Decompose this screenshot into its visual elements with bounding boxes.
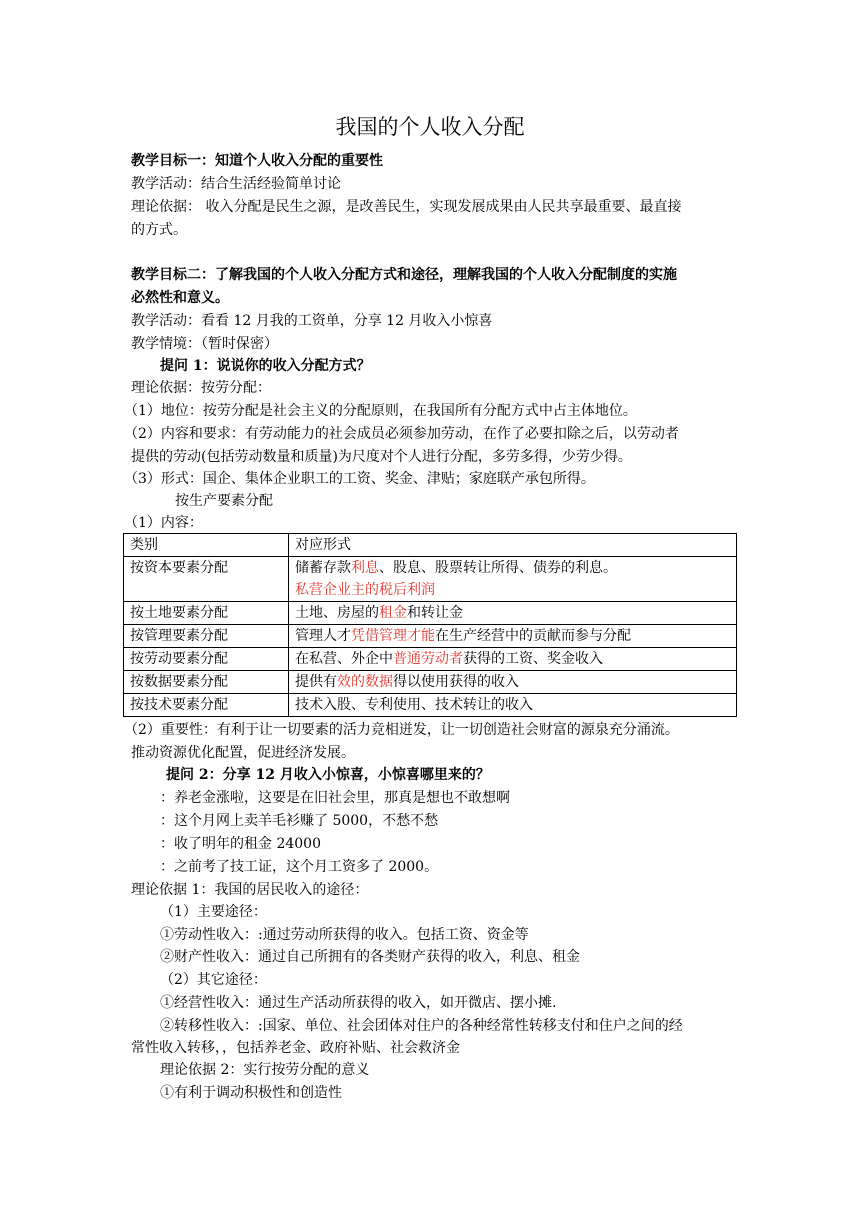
other-ways: （2）其它途径： bbox=[160, 972, 267, 988]
surprise-3: ：收了明年的租金 24000 bbox=[160, 836, 321, 852]
content-label: （1）内容： bbox=[124, 515, 203, 531]
cell-text: 得以使用获得的收入 bbox=[393, 674, 519, 690]
cell-text: 、股息、股票转让所得、债券的利息。 bbox=[379, 560, 617, 576]
highlight-text: 凭借管理才能 bbox=[351, 628, 435, 644]
basis-1: 理论依据 1：我国的居民收入的途径： bbox=[131, 882, 369, 898]
goal2-heading-line1: 教学目标二：了解我国的个人收入分配方式和途径，理解我国的个人收入分配制度的实施 bbox=[131, 267, 677, 283]
table-row bbox=[124, 671, 737, 694]
highlight-text: 效的数据 bbox=[337, 674, 393, 690]
table-cell-form bbox=[289, 557, 737, 602]
table-cell-category: 按土地要素分配 bbox=[124, 602, 289, 625]
goal2-heading-line2: 必然性和意义。 bbox=[131, 290, 229, 306]
other-way-2-line1: ②转移性收入：:国家、单位、社会团体对住户的各种经常性转移支付和住户之间的经 bbox=[160, 1018, 683, 1034]
table-cell-form: 技术入股、专利使用、技术转让的收入 bbox=[289, 694, 737, 717]
main-way-1: ①劳动性收入：:通过劳动所获得的收入。包括工资、资金等 bbox=[160, 927, 529, 943]
table-row bbox=[124, 602, 737, 625]
table-row bbox=[124, 694, 737, 717]
goal1-activity: 教学活动：结合生活经验简单讨论 bbox=[131, 176, 341, 192]
table-header-category: 类别 bbox=[124, 534, 289, 557]
table-cell-form bbox=[289, 648, 737, 671]
basis-2-point-1: ①有利于调动积极性和创造性 bbox=[160, 1085, 342, 1101]
table-cell-category: 按数据要素分配 bbox=[124, 671, 289, 694]
table-cell-form bbox=[289, 602, 737, 625]
distribution-table bbox=[123, 533, 737, 717]
goal1-basis-line2: 的方式。 bbox=[131, 222, 187, 238]
goal1-basis-line1: 理论依据： 收入分配是民生之源，是改善民生，实现发展成果由人民共享最重要、最直接 bbox=[131, 199, 682, 215]
cell-text: 储蓄存款 bbox=[295, 560, 351, 576]
table-header-row bbox=[124, 534, 737, 557]
other-way-2-line2: 常性收入转移，，包括养老金、政府补贴、社会救济金 bbox=[131, 1040, 460, 1056]
cell-text: 管理人才 bbox=[295, 628, 351, 644]
cell-text: 在生产经营中的贡献而参与分配 bbox=[435, 628, 631, 644]
surprise-2: ：这个月网上卖羊毛衫赚了 5000，不愁不愁 bbox=[160, 813, 439, 829]
table-cell-category: 按管理要素分配 bbox=[124, 625, 289, 648]
goal1-heading: 教学目标一：知道个人收入分配的重要性 bbox=[131, 153, 383, 169]
cell-text: 土地、房屋的 bbox=[295, 605, 379, 621]
table-row bbox=[124, 648, 737, 671]
highlight-text: 利息 bbox=[351, 560, 379, 576]
page-title: 我国的个人收入分配 bbox=[335, 115, 525, 139]
factor-heading: 按生产要素分配 bbox=[175, 493, 273, 509]
cell-text: 和转让金 bbox=[407, 605, 463, 621]
highlight-text: 租金 bbox=[379, 605, 407, 621]
table-cell-category: 按劳动要素分配 bbox=[124, 648, 289, 671]
question-1: 提问 1：说说你的收入分配方式？ bbox=[160, 358, 371, 374]
point-2-line1: （2）内容和要求：有劳动能力的社会成员必须参加劳动，在作了必要扣除之后，以劳动者 bbox=[124, 426, 679, 442]
point-2-line2: 提供的劳动(包括劳动数量和质量)为尺度对个人进行分配，多劳多得，少劳少得。 bbox=[131, 449, 632, 465]
other-way-1: ①经营性收入：通过生产活动所获得的收入，如开微店、摆小摊. bbox=[160, 995, 557, 1011]
highlight-text: 普通劳动者 bbox=[393, 651, 463, 667]
point-1: （1）地位：按劳分配是社会主义的分配原则，在我国所有分配方式中占主体地位。 bbox=[124, 403, 637, 419]
table-cell-category: 按技术要素分配 bbox=[124, 694, 289, 717]
surprise-4: ：之前考了技工证，这个月工资多了 2000。 bbox=[160, 859, 439, 875]
point-3: （3）形式：国企、集体企业职工的工资、奖金、津贴；家庭联产承包所得。 bbox=[124, 471, 595, 487]
table-cell-form bbox=[289, 671, 737, 694]
main-ways: （1）主要途径： bbox=[160, 904, 267, 920]
main-way-2: ②财产性收入：通过自己所拥有的各类财产获得的收入，利息、租金 bbox=[160, 949, 580, 965]
table-cell-category: 按资本要素分配 bbox=[124, 557, 289, 602]
basis-labor: 理论依据：按劳分配： bbox=[131, 380, 271, 396]
goal2-activity: 教学活动：看看 12 月我的工资单，分享 12 月收入小惊喜 bbox=[131, 313, 493, 329]
table-header-form: 对应形式 bbox=[289, 534, 737, 557]
basis-2: 理论依据 2：实行按劳分配的意义 bbox=[160, 1062, 370, 1078]
goal2-situation: 教学情境：（暂时保密） bbox=[131, 336, 278, 352]
importance-line2: 推动资源优化配置，促进经济发展。 bbox=[131, 745, 355, 761]
importance-line1: （2）重要性：有利于让一切要素的活力竞相迸发，让一切创造社会财富的源泉充分涌流。 bbox=[124, 722, 679, 738]
question-2: 提问 2：分享 12 月收入小惊喜，小惊喜哪里来的？ bbox=[166, 767, 490, 783]
table-row bbox=[124, 557, 737, 602]
table-cell-form bbox=[289, 625, 737, 648]
cell-text: 提供有 bbox=[295, 674, 337, 690]
cell-text: 在私营、外企中 bbox=[295, 651, 393, 667]
highlight-text: 私营企业主的税后利润 bbox=[295, 582, 435, 598]
table-row bbox=[124, 625, 737, 648]
cell-text: 获得的工资、奖金收入 bbox=[463, 651, 603, 667]
surprise-1: ：养老金涨啦，这要是在旧社会里，那真是想也不敢想啊 bbox=[160, 790, 510, 806]
